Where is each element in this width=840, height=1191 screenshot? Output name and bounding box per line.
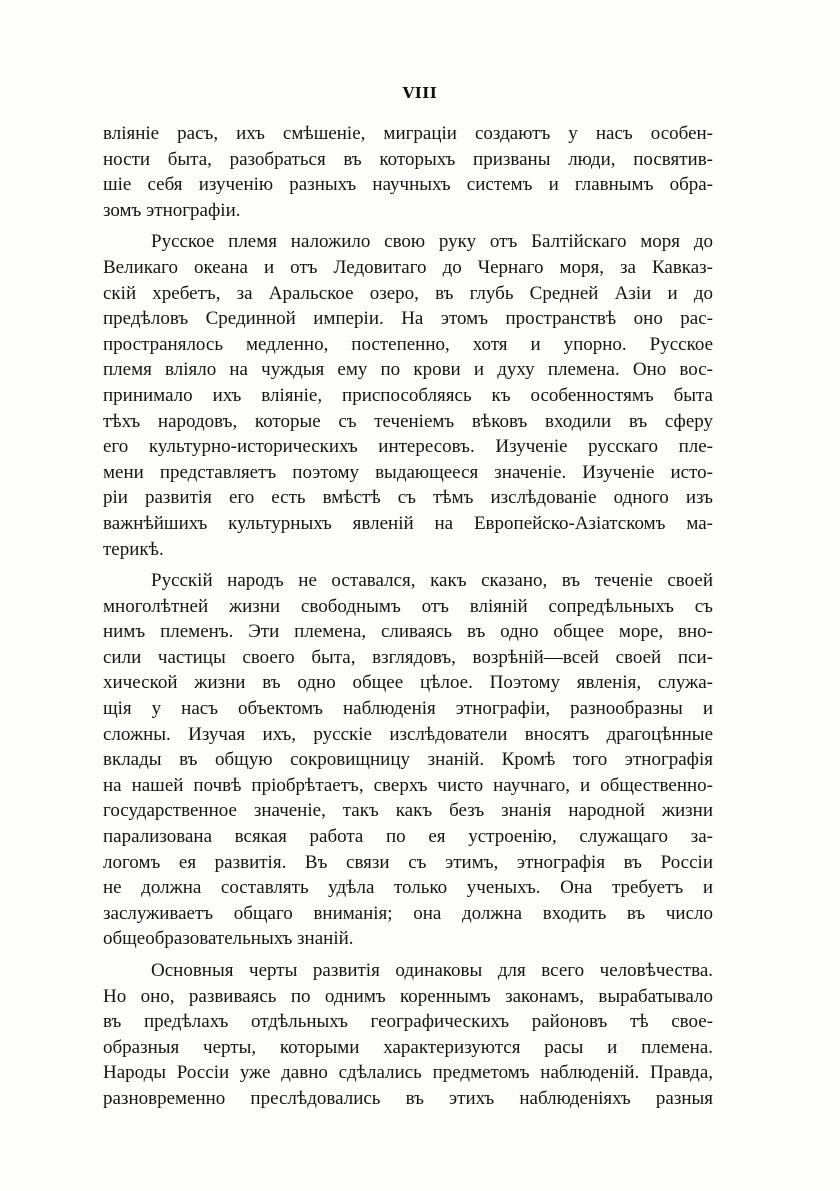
text-line: парализована всякая работа по ея устроенію, служащаго за- [103, 826, 713, 848]
text-line: ріи развитія его есть вмѣстѣ съ тѣмъ изслѣдованіе одного изъ [103, 487, 713, 509]
text-line: терикѣ. [103, 538, 164, 560]
text-line: въ предѣлахъ отдѣльныхъ географическихъ районовъ тѣ свое- [103, 1011, 713, 1033]
text-line: предѣловъ Срединной имперіи. На этомъ пространствѣ оно рас- [103, 308, 713, 330]
paragraph [103, 121, 713, 223]
text-line: племя вліяло на чуждыя ему по крови и духу племена. Оно вос- [103, 359, 713, 381]
text-body [103, 121, 713, 1112]
text-line: Русское племя наложило свою руку отъ Балтійскаго моря до [151, 231, 713, 253]
text-line: шіе себя изученію разныхъ научныхъ системъ и главнымъ обра- [103, 174, 713, 196]
text-line: Но оно, развиваясь по однимъ кореннымъ законамъ, вырабатывало [103, 985, 713, 1007]
text-line: вліяніе расъ, ихъ смѣшеніе, миграціи создаютъ у насъ особен- [103, 123, 713, 144]
text-line: ности быта, разобраться въ которыхъ призваны люди, посвятив- [103, 148, 713, 170]
text-line: заслуживаетъ общаго вниманія; она должна входить въ число [103, 902, 713, 924]
text-line: зомъ этнографіи. [103, 199, 241, 221]
text-line: логомъ ея развитія. Въ связи съ этимъ, этнографія въ Россіи [103, 851, 713, 873]
text-line: общеобразовательныхъ знаній. [103, 928, 354, 950]
text-line: хической жизни въ одно общее цѣлое. Поэтому явленія, служа- [103, 672, 713, 694]
text-line: Основныя черты развитія одинаковы для всего человѣчества. [151, 960, 713, 981]
text-line: пространялось медленно, постепенно, хотя и упорно. Русское [103, 333, 713, 355]
text-line: вклады въ общую сокровищницу знаній. Кромѣ того этнографія [103, 749, 713, 771]
text-line: на нашей почвѣ пріобрѣтаетъ, сверхъ чисто научнаго, и общественно- [103, 774, 713, 796]
text-line: скій хребетъ, за Аральское озеро, въ глубь Средней Азіи и до [103, 282, 713, 304]
text-line: государственное значеніе, такъ какъ безъ знанія народной жизни [103, 800, 713, 822]
text-line: щія у насъ объектомъ наблюденія этнографіи, разнообразны и [103, 698, 713, 720]
text-line: важнѣйшихъ культурныхъ явленій на Европейско-Азіатскомъ ма- [103, 512, 713, 534]
text-line: принимало ихъ вліяніе, приспособляясь къ особенностямъ быта [103, 384, 713, 406]
paragraph [103, 568, 713, 952]
text-line: Народы Россіи уже давно сдѣлались предметомъ наблюденій. Правда, [103, 1062, 713, 1084]
paragraph [103, 958, 713, 1112]
text-line: тѣхъ народовъ, которые съ теченіемъ вѣковъ входили въ сферу [103, 410, 713, 432]
text-line: образныя черты, которыми характеризуются расы и племена. [103, 1036, 713, 1058]
paragraph [103, 229, 713, 562]
text-line: Русскій народъ не оставался, какъ сказано, въ теченіе своей [151, 570, 713, 592]
text-line: многолѣтней жизни свободнымъ отъ вліяній сопредѣльныхъ съ [103, 595, 713, 617]
text-line: сили частицы своего быта, взглядовъ, возрѣній—всей своей пси- [103, 646, 713, 668]
text-line: не должна составлять удѣла только ученыхъ. Она требуетъ и [103, 877, 713, 899]
page-number: VIII [402, 84, 438, 102]
text-line: его культурно-историческихъ интересовъ. Изученіе русскаго пле- [103, 436, 713, 458]
text-line: нимъ племенъ. Эти племена, сливаясь въ одно общее море, вно- [103, 621, 713, 643]
text-line: мени представляетъ поэтому выдающееся значеніе. Изученіе исто- [103, 461, 713, 483]
text-line: Великаго океана и отъ Ледовитаго до Чернаго моря, за Кавказ- [103, 256, 713, 278]
text-line: разновременно преслѣдовались въ этихъ наблюденіяхъ разныя [103, 1087, 713, 1109]
text-line: сложны. Изучая ихъ, русскіе изслѣдователи вносятъ драгоцѣнные [103, 723, 713, 745]
